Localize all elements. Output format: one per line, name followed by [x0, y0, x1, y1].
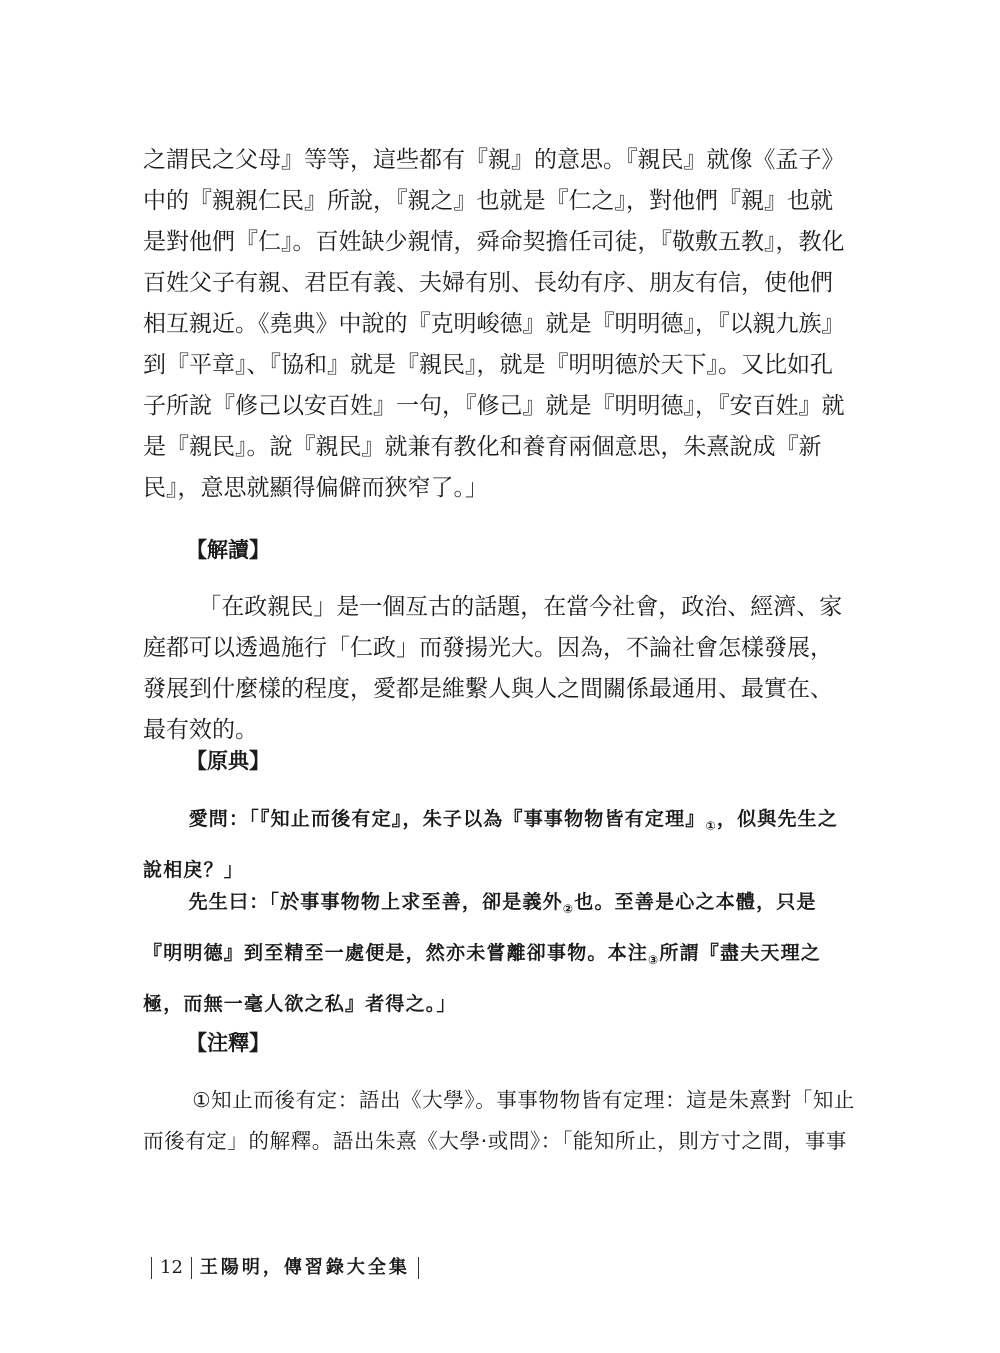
- heading-notes: 【注釋】: [186, 1031, 270, 1055]
- continued-paragraph: 之謂民之父母』等等，這些都有『親』的意思。『親民』就像《孟子》中的『親親仁民』所說，『親之』也就是『仁之』，對他們『親』也就是對他們『仁』。百姓缺少親情，舜命契擔任司徒，『敬敷五教』，教化百姓父子有親、君臣有義、夫婦有別、長幼有序、朋友有信，使他們相互親近。《堯典》中說的『克明峻德』就是『明明德』，『以親九族』到『平章』、『協和』就是『親民』，就是『明明德於天下』。又比如孔子所說『修己以安百姓』一句，『修己』就是『明明德』，『安百姓』就是『親民』。說『親民』就兼有教化和養育兩個意思，朱熹說成『新民』，意思就顯得偏僻而狹窄了。」: [143, 147, 845, 501]
- original-p1-text-a: 愛問：「『知止而後有定』，朱子以為『事事物物皆有定理』: [188, 808, 706, 830]
- heading-interpretation: 【解讀】: [186, 538, 270, 562]
- footnote-ref-2[interactable]: ②: [562, 901, 575, 916]
- footnote-ref-3[interactable]: ③: [648, 952, 660, 967]
- original-p2-text-c: 所謂『盡夫天理之極，而無一毫人欲之私』者得之。」: [143, 941, 821, 1015]
- interpretation-paragraph: 「在政親民」是一個亙古的話題，在當今社會，政治、經濟、家庭都可以透過施行「仁政」而發揚光大。因為，不論社會怎樣發展，發展到什麼樣的程度，愛都是維繫人與人之間關係最通用、最實在、最有效的。: [143, 594, 843, 743]
- footnote-ref-1[interactable]: ①: [705, 818, 717, 833]
- footer-divider-left: [151, 1257, 152, 1279]
- notes-paragraph: ①知止而後有定：語出《大學》。事事物物皆有定理：這是朱熹對「知止而後有定」的解釋。語出朱熹《大學·或問》：「能知所止，則方寸之間，事事: [143, 1088, 856, 1153]
- book-title: 王陽明，傳習錄大全集: [199, 1257, 410, 1278]
- page-footer: [143, 1253, 427, 1283]
- original-p2-text-a: 先生曰：「於事事物物上求至善，卻是義外: [188, 891, 563, 913]
- footer-divider-middle: [191, 1257, 192, 1279]
- original-paragraph-1: [143, 797, 855, 892]
- heading-original-text: 【原典】: [186, 749, 270, 773]
- original-paragraph-2: [143, 880, 855, 1026]
- footer-divider-right: [418, 1257, 419, 1279]
- original-p1-text-b: ，似與先生之說相戾？」: [143, 808, 839, 881]
- page-number: 12: [160, 1257, 183, 1278]
- original-p2-text-b: 也。至善是心之本體，只是『明明德』到至精至一處便是，然亦未嘗離卻事物。本注: [143, 891, 817, 964]
